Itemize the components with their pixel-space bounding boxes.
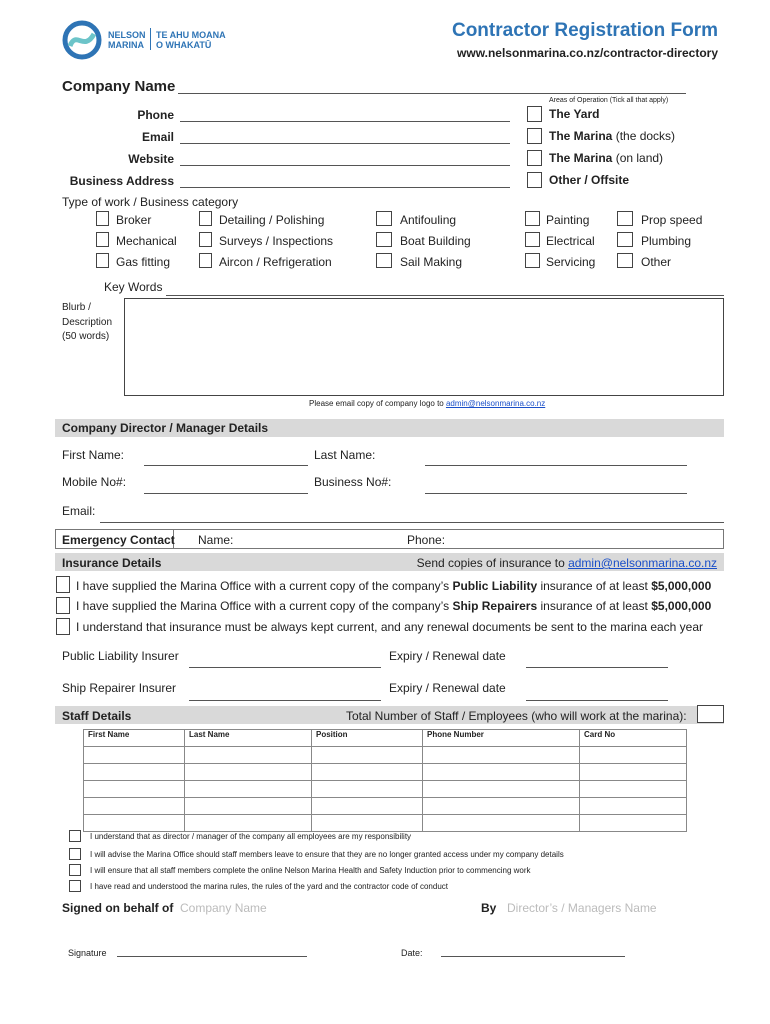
work-label: Boat Building <box>400 234 471 248</box>
area-marina-docks-label: The Marina (the docks) <box>549 129 676 143</box>
director-name-placeholder[interactable]: Director’s / Managers Name <box>507 901 657 915</box>
staff-total-input[interactable] <box>697 705 724 723</box>
emergency-contact-label: Emergency Contact <box>62 533 175 547</box>
keywords-field[interactable] <box>166 295 724 296</box>
table-row[interactable] <box>84 781 687 798</box>
insurance-heading: Insurance Details <box>62 556 162 570</box>
address-field[interactable] <box>180 187 510 188</box>
declaration-text: I will ensure that all staff members complete the online Nelson Marina Health and Safety Induction prior to commencing work <box>90 866 531 875</box>
declaration-checkbox[interactable] <box>69 880 81 892</box>
work-label: Detailing / Polishing <box>219 213 325 227</box>
work-checkbox[interactable] <box>96 253 109 268</box>
work-checkbox[interactable] <box>96 232 109 247</box>
work-checkbox[interactable] <box>617 253 633 268</box>
expiry-field-1[interactable] <box>526 667 668 668</box>
work-label: Mechanical <box>116 234 177 248</box>
last-name-label: Last Name: <box>314 448 376 462</box>
work-label: Sail Making <box>400 255 463 269</box>
first-name-field[interactable] <box>144 465 308 466</box>
work-label: Gas fitting <box>116 255 171 269</box>
declaration-checkbox[interactable] <box>69 864 81 876</box>
director-email-label: Email: <box>62 504 96 518</box>
emergency-name-label: Name: <box>198 533 234 547</box>
table-row[interactable] <box>84 764 687 781</box>
logo-note: Please email copy of company logo to admin@nelsonmarina.co.nz <box>309 399 546 408</box>
form-url: www.nelsonmarina.co.nz/contractor-directory <box>457 46 718 60</box>
blurb-textarea[interactable] <box>124 298 724 396</box>
work-label: Plumbing <box>641 234 692 248</box>
work-label: Antifouling <box>400 213 457 227</box>
work-checkbox[interactable] <box>96 211 109 226</box>
director-heading: Company Director / Manager Details <box>62 421 269 435</box>
signature-label: Signature <box>68 948 107 958</box>
ship-repairers-checkbox[interactable] <box>56 597 70 614</box>
area-marina-land-checkbox[interactable] <box>527 150 542 166</box>
emergency-phone-label: Phone: <box>407 533 446 547</box>
date-label: Date: <box>401 948 423 958</box>
area-yard-checkbox[interactable] <box>527 106 542 122</box>
public-liability-checkbox[interactable] <box>56 576 70 593</box>
work-checkbox[interactable] <box>525 232 540 247</box>
mobile-field[interactable] <box>144 493 308 494</box>
work-label: Painting <box>546 213 590 227</box>
work-checkbox[interactable] <box>376 211 392 226</box>
blurb-label-3: (50 words) <box>62 331 110 342</box>
phone-field[interactable] <box>180 121 510 122</box>
by-label: By <box>481 901 497 915</box>
pl-insurer-label: Public Liability Insurer <box>62 649 179 663</box>
work-checkbox[interactable] <box>617 211 633 226</box>
work-label: Broker <box>116 213 152 227</box>
work-checkbox[interactable] <box>376 253 392 268</box>
work-checkbox[interactable] <box>199 253 212 268</box>
declaration-text: I understand that as director / manager of the company all employees are my responsibility <box>90 832 412 841</box>
director-email-field[interactable] <box>100 522 724 523</box>
expiry-field-2[interactable] <box>526 700 668 701</box>
keywords-label: Key Words <box>104 280 163 294</box>
area-offsite-checkbox[interactable] <box>527 172 542 188</box>
table-header-row <box>84 730 687 747</box>
expiry-label-1: Expiry / Renewal date <box>389 649 506 663</box>
staff-table <box>83 729 687 832</box>
column-header: Position <box>312 730 423 747</box>
work-heading: Type of work / Business category <box>62 195 239 209</box>
column-header: First Name <box>84 730 185 747</box>
declaration-checkbox[interactable] <box>69 848 81 860</box>
first-name-label: First Name: <box>62 448 125 462</box>
insurance-email-link[interactable]: admin@nelsonmarina.co.nz <box>568 556 717 570</box>
business-no-label: Business No#: <box>314 475 392 489</box>
work-label: Surveys / Inspections <box>219 234 334 248</box>
work-checkbox[interactable] <box>525 211 540 226</box>
insurance-current-checkbox[interactable] <box>56 618 70 635</box>
pl-insurer-field[interactable] <box>189 667 381 668</box>
table-row[interactable] <box>84 747 687 764</box>
ship-repairers-statement: I have supplied the Marina Office with a current copy of the company’s Ship Repairers insurance of at least $5,000,000 <box>76 599 712 613</box>
logo-divider <box>150 28 151 50</box>
work-label: Other <box>641 255 672 269</box>
column-header: Last Name <box>185 730 312 747</box>
business-no-field[interactable] <box>425 493 687 494</box>
company-name-field[interactable] <box>178 93 686 94</box>
declaration-text: I have read and understood the marina rules, the rules of the yard and the contractor code of conduct <box>90 882 448 891</box>
email-field[interactable] <box>180 143 510 144</box>
logo-line2: MARINA <box>108 40 144 50</box>
company-name-label: Company Name <box>62 78 176 95</box>
staff-heading: Staff Details <box>62 709 132 723</box>
phone-label: Phone <box>137 108 174 122</box>
area-marina-land-label: The Marina (on land) <box>549 151 664 165</box>
logo-maori1: TE AHU MOANA <box>156 30 226 40</box>
logo-email-link[interactable]: admin@nelsonmarina.co.nz <box>445 399 546 408</box>
logo-maori2: O WHAKATŪ <box>156 40 212 50</box>
column-header: Phone Number <box>423 730 580 747</box>
wave-logo-icon <box>62 18 102 62</box>
table-row[interactable] <box>84 815 687 832</box>
logo-line1: NELSON <box>108 30 146 40</box>
last-name-field[interactable] <box>425 465 687 466</box>
mobile-label: Mobile No#: <box>62 475 127 489</box>
work-checkbox[interactable] <box>199 232 212 247</box>
insurance-send-note: Send copies of insurance to admin@nelsonmarina.co.nz <box>416 556 717 570</box>
signed-on-behalf-label: Signed on behalf of <box>62 901 174 915</box>
email-label: Email <box>141 130 174 144</box>
work-checkbox[interactable] <box>376 232 392 247</box>
blurb-label-1: Blurb / <box>62 302 91 313</box>
sr-insurer-field[interactable] <box>189 700 381 701</box>
declaration-checkbox[interactable] <box>69 830 81 842</box>
work-checkbox[interactable] <box>525 253 540 268</box>
work-label: Servicing <box>546 255 596 269</box>
area-offsite-label: Other / Offsite <box>549 173 630 187</box>
expiry-label-2: Expiry / Renewal date <box>389 681 506 695</box>
signature-field[interactable] <box>117 956 307 957</box>
area-yard-label: The Yard <box>549 107 600 121</box>
website-label: Website <box>128 152 174 166</box>
work-label: Aircon / Refrigeration <box>219 255 332 269</box>
work-checkbox[interactable] <box>199 211 212 226</box>
area-marina-docks-checkbox[interactable] <box>527 128 542 144</box>
column-header: Card No <box>580 730 687 747</box>
table-row[interactable] <box>84 798 687 815</box>
staff-total-label: Total Number of Staff / Employees (who will work at the marina): <box>346 709 687 723</box>
work-label: Electrical <box>546 234 595 248</box>
blurb-label-2: Description <box>62 317 113 328</box>
form-title: Contractor Registration Form <box>451 20 718 41</box>
declaration-text: I will advise the Marina Office should staff members leave to ensure that they are no longer granted access under my company details <box>90 850 564 859</box>
work-checkbox[interactable] <box>617 232 633 247</box>
insurance-current-statement: I understand that insurance must be always kept current, and any renewal documents be sent to the marina each year <box>76 620 704 634</box>
website-field[interactable] <box>180 165 510 166</box>
sr-insurer-label: Ship Repairer Insurer <box>62 681 177 695</box>
address-label: Business Address <box>69 174 174 188</box>
public-liability-statement: I have supplied the Marina Office with a current copy of the company’s Public Liability insurance of at least $5,000,000 <box>76 579 712 593</box>
work-label: Prop speed <box>641 213 703 227</box>
marina-logo <box>62 18 242 62</box>
date-field[interactable] <box>441 956 625 957</box>
company-name-placeholder[interactable]: Company Name <box>180 901 267 915</box>
areas-heading: Areas of Operation (Tick all that apply) <box>549 97 669 104</box>
